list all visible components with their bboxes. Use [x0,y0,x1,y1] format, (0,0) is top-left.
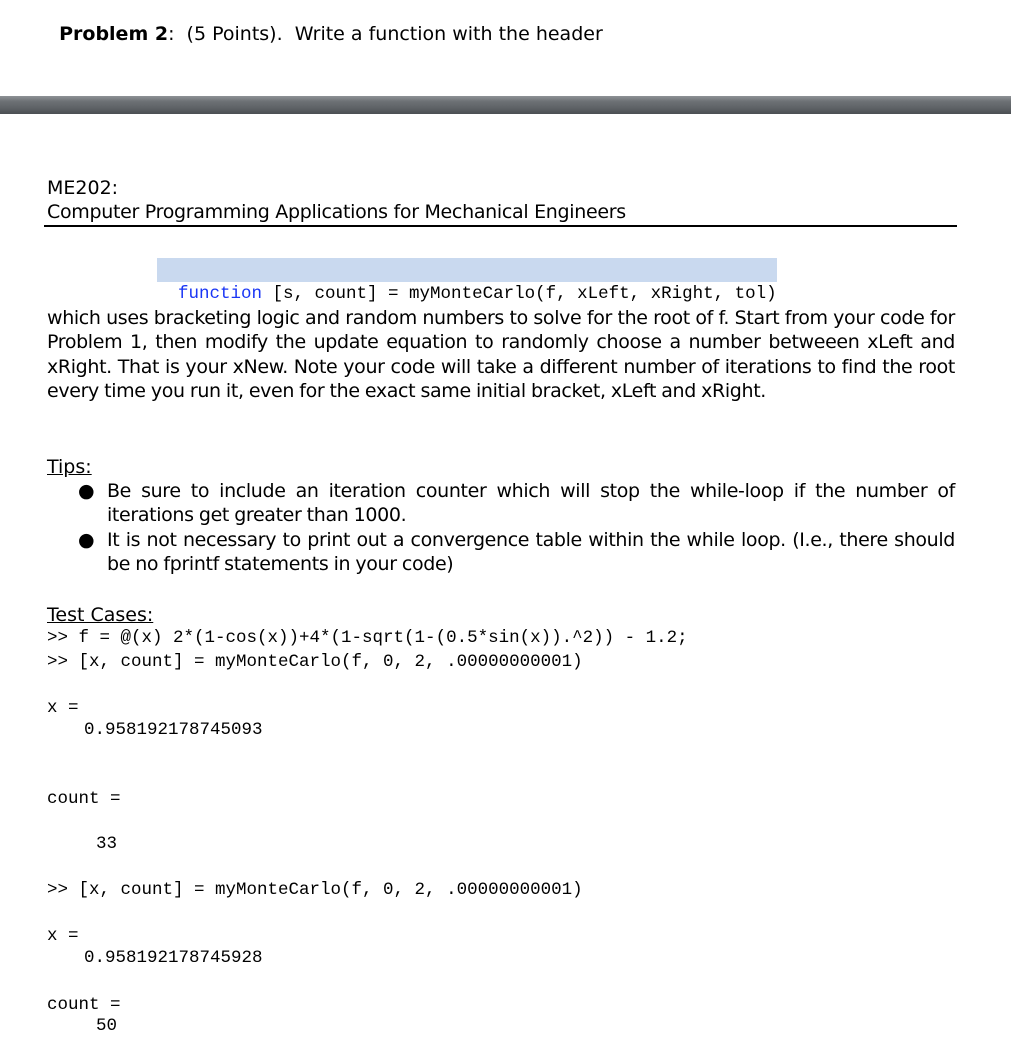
output-x-label: x = [47,698,79,718]
bullet-icon: ● [78,480,95,502]
course-title: Computer Programming Applications for Mechanical Engineers [47,201,626,223]
output-x-value: 0.958192178745093 [84,720,263,740]
output-count-value: 33 [96,834,118,854]
function-signature [157,258,777,304]
output-x-value: 0.958192178745928 [84,948,263,968]
signature-rest: [s, count] = myMonteCarlo(f, xLeft, xRight, tol) [262,284,777,304]
tip-item [78,528,958,578]
header-rule [44,225,957,227]
page-separator [0,96,1011,114]
description: which uses bracketing logic and random numbers to solve for the root of f. Start from your code for Problem 1, then modify the update equation to randomly choose a number betweeen xLeft and xRight. That is your xNew. Note your code will take a different number of iterations to find the root every time you run it, even for the exact same initial bracket, xLeft and xRight. [47,307,955,403]
output-count-label: count = [47,789,121,809]
signature-keyword: function [178,284,263,304]
tip-text: Be sure to include an iteration counter which will stop the while-loop if the number of iterations get greater than 1000. [107,480,955,527]
output-count-value: 50 [96,1016,118,1036]
problem-text: : (5 Points). Write a function with the header [168,23,603,45]
problem-label: Problem 2 [59,23,169,45]
tips-heading: Tips: [47,456,92,478]
course-code: ME202: [47,177,119,199]
problem-header [47,0,603,46]
code-line-call-1: >> [x, count] = myMonteCarlo(f, 0, 2, .00000000001) [47,652,583,672]
output-x-label: x = [47,926,79,946]
test-cases-heading: Test Cases: [47,604,154,626]
bullet-icon: ● [78,529,95,551]
tip-text: It is not necessary to print out a convergence table within the while loop. (I.e., there should be no fprintf statements in your code) [107,529,955,576]
output-count-label: count = [47,995,121,1015]
code-line-define-f: >> f = @(x) 2*(1-cos(x))+4*(1-sqrt(1-(0.5*sin(x)).^2)) - 1.2; [47,628,688,648]
tip-item [78,479,958,529]
code-line-call-2: >> [x, count] = myMonteCarlo(f, 0, 2, .00000000001) [47,880,583,900]
